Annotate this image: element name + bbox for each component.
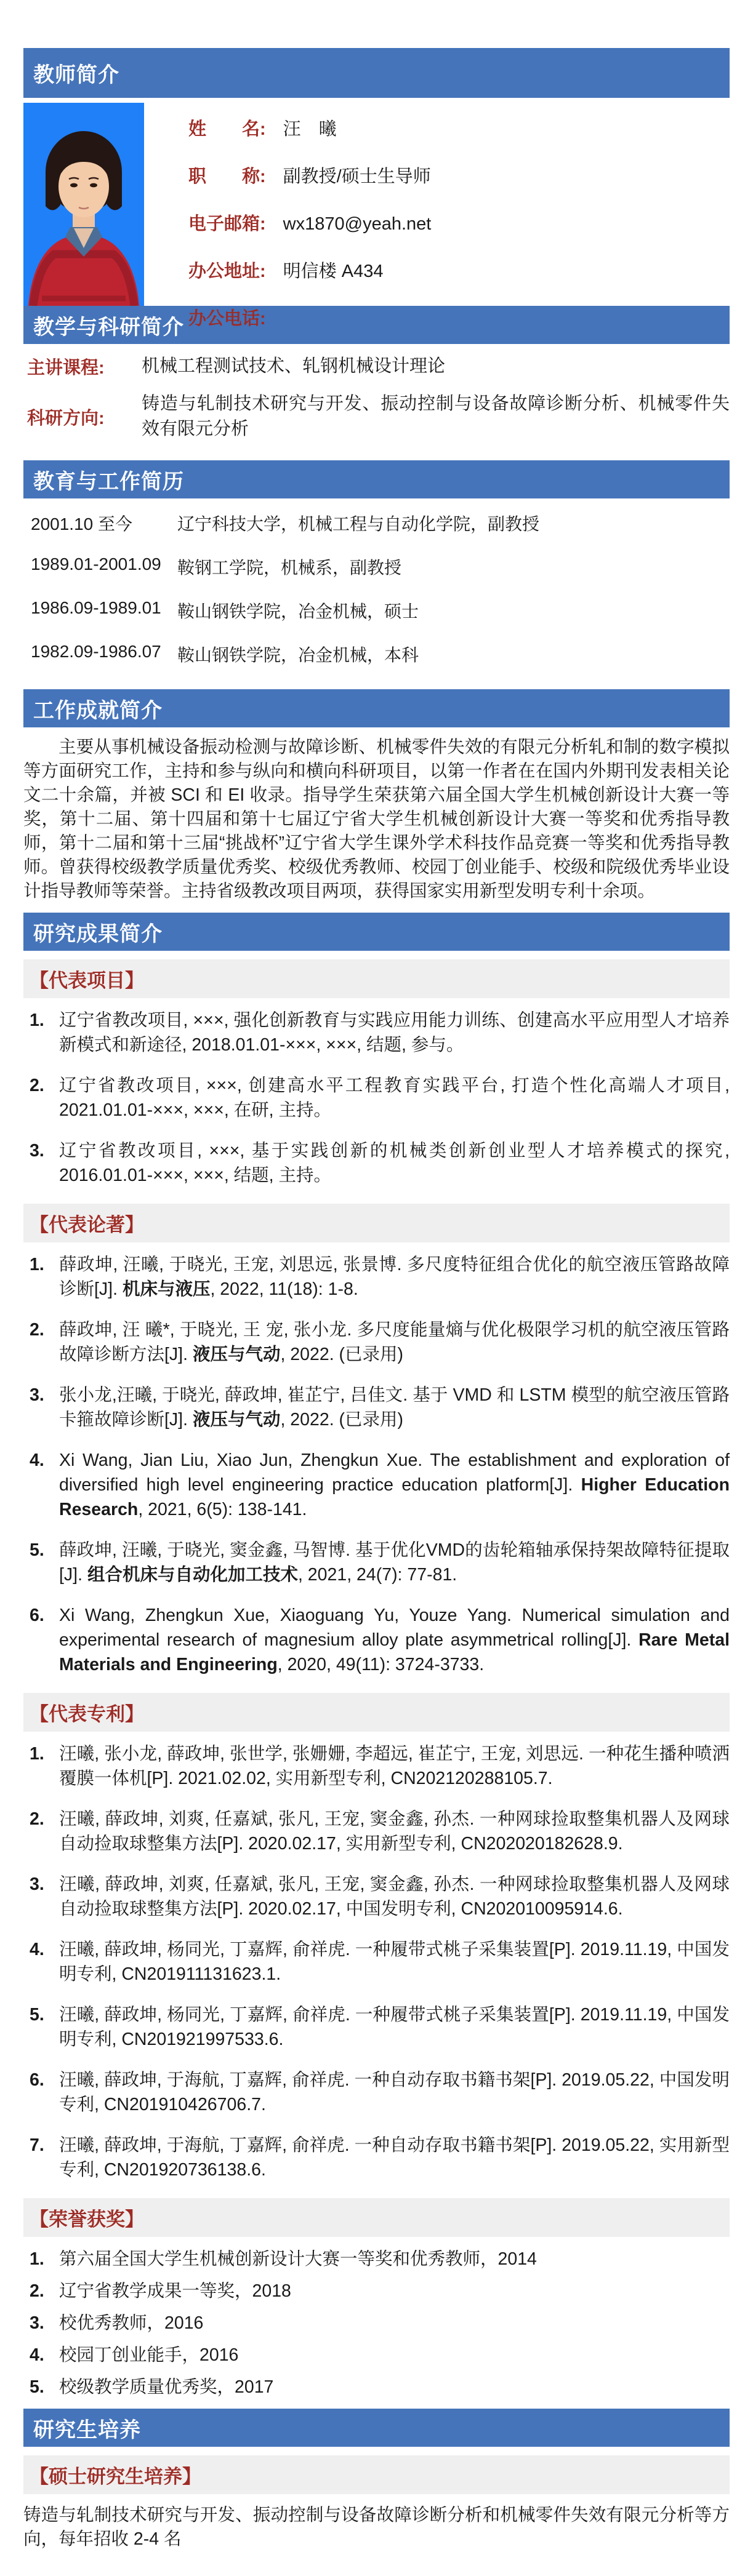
item-number: 5. — [30, 1540, 44, 1560]
item-number: 2. — [30, 1320, 44, 1340]
item-text: 汪曦, 张小龙, 薛政坤, 张世学, 张姗姗, 李超远, 崔芷宁, 王宠, 刘思远. 一种花生播种喷洒覆膜一体机[P]. 2021.02.02, 实用新型专利, CN202120288105.7. — [59, 1744, 730, 1788]
item-number: 2. — [30, 1076, 44, 1095]
resume-detail: 鞍钢工学院，机械系，副教授 — [177, 558, 402, 577]
graduate-paragraph: 铸造与轧制技术研究与开发、振动控制与设备故障诊断分析和机械零件失效有限元分析等方向，每年招收 2-4 名 — [23, 2505, 730, 2549]
subheading-patents: 【代表专利】 — [23, 1693, 730, 1732]
item-number: 4. — [30, 2345, 44, 2365]
list-item — [30, 1603, 730, 1677]
list-item — [30, 1742, 730, 1791]
resume-entry — [31, 598, 730, 623]
section-header-graduate-training — [23, 2409, 730, 2447]
field-email-value: wx1870@yeah.net — [283, 214, 432, 234]
courses-value: 机械工程测试技术、轧钢机械设计理论 — [142, 356, 446, 376]
item-text: 薛政坤, 汪曦, 于晓光, 窦金鑫, 马智博. 基于优化VMD的齿轮箱轴承保持架故障特征提取[J]. 组合机床与自动化加工技术, 2021, 24(7): 77-81. — [59, 1540, 730, 1585]
item-text: 薛政坤, 汪曦, 于晓光, 王宠, 刘思远, 张景博. 多尺度特征组合优化的航空液压管路故障诊断[J]. 机床与液压, 2022, 11(18): 1-8. — [59, 1255, 730, 1299]
subheading-publications: 【代表论著】 — [23, 1204, 730, 1242]
list-item — [30, 1538, 730, 1587]
item-text: Xi Wang, Jian Liu, Xiao Jun, Zhengkun Xue. The establishment and exploration of diversified high level engineering practice education platform[J]. Higher Education Research, 2021, 6(5): 138-141. — [59, 1450, 730, 1519]
list-item — [30, 1937, 730, 1986]
list-item — [30, 2068, 730, 2117]
field-email — [188, 210, 431, 235]
item-text: 辽宁省教改项目, ×××, 创建高水平工程教育实践平台, 打造个性化高端人才项目, 2021.01.01-×××, ×××, 在研, 主持。 — [59, 1076, 730, 1120]
list-item — [30, 1008, 730, 1057]
resume-period: 1989.01-2001.09 — [31, 554, 161, 574]
section-title: 教学与科研简介 — [33, 315, 184, 339]
item-number: 3. — [30, 2313, 44, 2333]
section-header-resume — [23, 460, 730, 498]
projects-list — [23, 1008, 730, 1188]
list-item — [30, 1872, 730, 1921]
list-item — [30, 2279, 730, 2303]
list-item — [30, 1448, 730, 1522]
honors-list — [23, 2247, 730, 2399]
resume-period: 2001.10 至今 — [31, 514, 132, 534]
resume-detail: 鞍山钢铁学院，冶金机械，本科 — [177, 646, 419, 665]
research-direction-row — [27, 391, 730, 442]
list-item — [30, 1318, 730, 1367]
list-item — [30, 1383, 730, 1432]
field-office-value: 明信楼 A434 — [283, 262, 384, 281]
field-office-label: 办公地址: — [188, 262, 266, 281]
list-item — [30, 1252, 730, 1302]
research-direction-value: 铸造与轧制技术研究与开发、振动控制与设备故障诊断分析、机械零件失效有限元分析 — [142, 394, 730, 439]
field-name-label: 姓 名: — [188, 119, 266, 139]
teaching-block — [23, 344, 730, 460]
list-item — [30, 2133, 730, 2182]
journal-name: 液压与气动 — [192, 1410, 281, 1430]
subheading-projects: 【代表项目】 — [23, 959, 730, 998]
resume-period: 1982.09-1986.07 — [31, 642, 161, 661]
journal-name: 液压与气动 — [192, 1345, 281, 1364]
section-title: 教育与工作简历 — [33, 470, 184, 494]
journal-name: 机床与液压 — [122, 1279, 211, 1299]
item-number: 6. — [30, 2070, 44, 2090]
field-phone — [188, 305, 431, 330]
item-number: 4. — [30, 1450, 44, 1470]
resume-detail: 辽宁科技大学，机械工程与自动化学院，副教授 — [177, 514, 540, 534]
item-text: 汪曦, 薛政坤, 于海航, 丁嘉辉, 俞祥虎. 一种自动存取书籍书架[P]. 2019.05.22, 实用新型专利, CN201920736138.6. — [59, 2135, 730, 2180]
item-number: 3. — [30, 1385, 44, 1405]
field-title — [188, 162, 431, 188]
item-text: 校级教学质量优秀奖，2017 — [59, 2377, 274, 2397]
item-number: 2. — [30, 1809, 44, 1829]
publications-list — [23, 1252, 730, 1677]
resume-period: 1986.09-1989.01 — [31, 598, 161, 617]
resume-entry — [31, 642, 730, 666]
list-item — [30, 1807, 730, 1856]
list-item — [30, 2311, 730, 2335]
item-text: 薛政坤, 汪 曦*, 于晓光, 王 宠, 张小龙. 多尺度能量熵与优化极限学习机的航空液压管路故障诊断方法[J]. 液压与气动, 2022. (已录用) — [59, 1320, 730, 1364]
item-number: 2. — [30, 2281, 44, 2301]
section-header-achievements — [23, 689, 730, 727]
item-number: 4. — [30, 1940, 44, 1959]
profile-fields — [188, 103, 432, 329]
item-text: 汪曦, 薛政坤, 刘爽, 任嘉斌, 张凡, 王宠, 窦金鑫, 孙杰. 一种网球捡取整集机器人及网球自动捡取球整集方法[P]. 2020.02.17, 实用新型专利, CN202020182628.9. — [59, 1809, 730, 1854]
section-title: 工作成就简介 — [33, 698, 163, 722]
journal-name: Higher Education Research — [59, 1475, 730, 1519]
list-item — [30, 1073, 730, 1122]
item-number: 3. — [30, 1874, 44, 1894]
field-name-value: 汪 曦 — [283, 119, 337, 139]
item-number: 1. — [30, 1255, 44, 1274]
item-number: 5. — [30, 2377, 44, 2397]
item-text: 辽宁省教改项目, ×××, 基于实践创新的机械类创新创业型人才培养模式的探究, 2016.01.01-×××, ×××, 结题, 主持。 — [59, 1141, 730, 1185]
item-text: 辽宁省教学成果一等奖，2018 — [59, 2281, 291, 2301]
courses-row — [27, 354, 730, 379]
item-text: 汪曦, 薛政坤, 杨同光, 丁嘉辉, 俞祥虎. 一种履带式桃子采集装置[P]. 2019.11.19, 中国发明专利, CN201921997533.6. — [59, 2005, 730, 2049]
item-number: 3. — [30, 1141, 44, 1161]
section-title: 研究生培养 — [33, 2418, 141, 2442]
journal-name: 组合机床与自动化加工技术 — [87, 1565, 298, 1585]
profile-photo — [23, 103, 144, 306]
patents-list — [23, 1742, 730, 2182]
item-text: 汪曦, 薛政坤, 于海航, 丁嘉辉, 俞祥虎. 一种自动存取书籍书架[P]. 2019.05.22, 中国发明专利, CN201910426706.7. — [59, 2070, 730, 2114]
field-title-value: 副教授/硕士生导师 — [283, 167, 431, 186]
item-number: 1. — [30, 1744, 44, 1764]
item-text: 第六届全国大学生机械创新设计大赛一等奖和优秀教师，2014 — [59, 2249, 537, 2269]
subheading-master-training: 【硕士研究生培养】 — [23, 2455, 730, 2494]
journal-name: Rare Metal Materials and Engineering — [59, 1630, 730, 1674]
field-office — [188, 257, 431, 282]
section-title: 研究成果简介 — [33, 922, 163, 946]
item-text: 校优秀教师，2016 — [59, 2313, 204, 2333]
resume-block — [23, 498, 730, 689]
list-item — [30, 2343, 730, 2367]
resume-entry — [31, 554, 730, 579]
resume-detail: 鞍山钢铁学院，冶金机械，硕士 — [177, 602, 419, 621]
section-header-teacher-intro — [23, 48, 730, 98]
item-text: 汪曦, 薛政坤, 刘爽, 任嘉斌, 张凡, 王宠, 窦金鑫, 孙杰. 一种网球捡取整集机器人及网球自动捡取球整集方法[P]. 2020.02.17, 中国发明专利, CN202010095914.6. — [59, 1874, 730, 1919]
field-name — [188, 115, 431, 140]
list-item — [30, 2247, 730, 2271]
subheading-honors: 【荣誉获奖】 — [23, 2198, 730, 2237]
field-email-label: 电子邮箱: — [188, 214, 266, 234]
section-title: 教师简介 — [33, 63, 119, 87]
courses-label: 主讲课程: — [27, 358, 105, 378]
item-number: 6. — [30, 1606, 44, 1625]
section-header-research-results — [23, 913, 730, 951]
item-text: 校园丁创业能手，2016 — [59, 2345, 239, 2365]
item-number: 1. — [30, 1010, 44, 1030]
item-number: 1. — [30, 2249, 44, 2269]
list-item — [30, 2375, 730, 2399]
item-number: 5. — [30, 2005, 44, 2025]
item-text: 汪曦, 薛政坤, 杨同光, 丁嘉辉, 俞祥虎. 一种履带式桃子采集装置[P]. 2019.11.19, 中国发明专利, CN201911131623.1. — [59, 1940, 730, 1984]
field-title-label: 职 称: — [188, 167, 266, 186]
list-item — [30, 2002, 730, 2052]
research-direction-label: 科研方向: — [27, 408, 105, 428]
item-text: Xi Wang, Zhengkun Xue, Xiaoguang Yu, Youze Yang. Numerical simulation and experimental research of magnesium alloy plate asymmetrical rolling[J]. Rare Metal Materials and Engineering, 2020, 49(11): 3724-3733. — [59, 1606, 730, 1674]
field-phone-label: 办公电话: — [188, 309, 266, 329]
item-number: 7. — [30, 2135, 44, 2155]
list-item — [30, 1138, 730, 1188]
item-text: 辽宁省教改项目, ×××, 强化创新教育与实践应用能力训练、创建高水平应用型人才培养新模式和新途径, 2018.01.01-×××, ×××, 结题, 参与。 — [59, 1010, 730, 1055]
resume-entry — [31, 511, 730, 535]
item-text: 张小龙,汪曦, 于晓光, 薛政坤, 崔芷宁, 吕佳文. 基于 VMD 和 LSTM 模型的航空液压管路卡箍故障诊断[J]. 液压与气动, 2022. (已录用) — [59, 1385, 730, 1430]
achievements-paragraph: 主要从事机械设备振动检测与故障诊断、机械零件失效的有限元分析轧和制的数字模拟等方面研究工作，主持和参与纵向和横向科研项目，以第一作者在在国内外期刊发表相关论文二十余篇，并被 SCI 和 EI 收录。指导学生荣获第六届全国大学生机械创新设计大赛一等奖，第十二届、第十四届和第十七届辽宁省大学生机械创新设计大赛一等奖和优秀指导教师，第十二届和第十三届“挑战杯”辽宁省大学生课外学术科技作品竞赛一等奖和优秀指导教师。曾获得校级教学质量优秀奖、校级优秀教师、校园丁创业能手、校级和院级优秀毕业设计指导教师等荣誉。主持省级教改项目两项，获得国家实用新型发明专利十余项。 — [23, 737, 730, 901]
